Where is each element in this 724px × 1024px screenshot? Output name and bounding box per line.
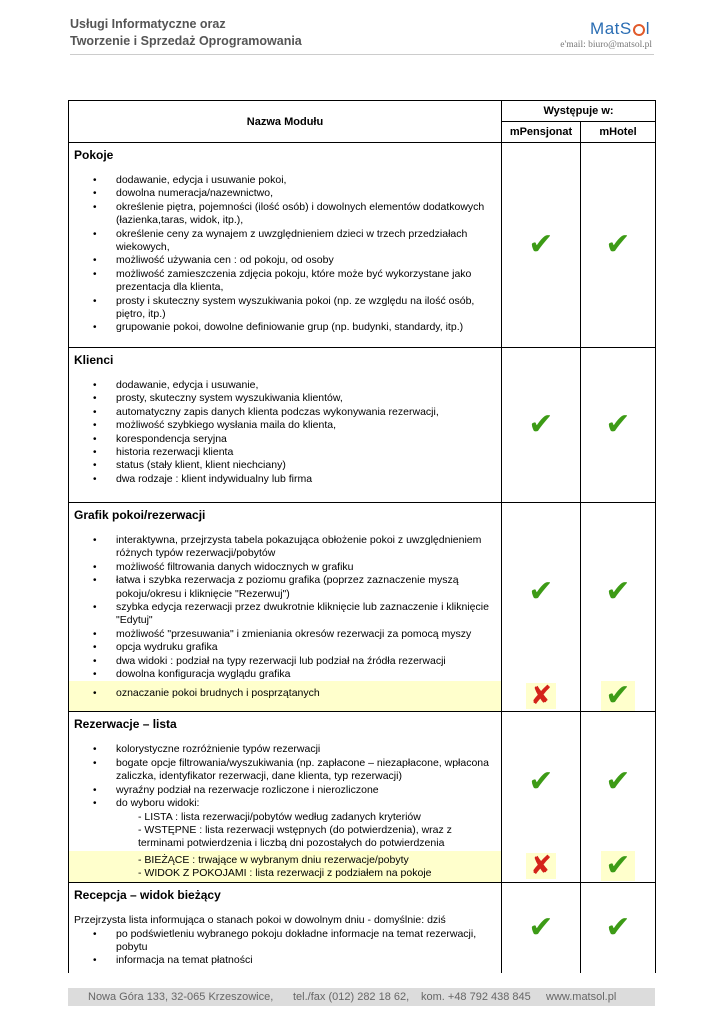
list-item: • szybka edycja rezerwacji przez dwukrotnie kliknięcie lub zaznaczenie i kliknięcie "Edytuj": [116, 601, 501, 628]
list-item: - WIDOK Z POKOJAMI : lista rezerwacji z podziałem na pokoje: [138, 867, 432, 880]
footer-website: www.matsol.pl: [546, 991, 617, 1003]
section-title: Klienci: [74, 353, 114, 367]
list-item: • możliwość filtrowania danych widocznych w grafiku: [116, 561, 501, 574]
list-item: • możliwość "przesuwania" i zmieniania okresów rezerwacji za pomocą myszy: [116, 628, 501, 641]
list-item: • interaktywna, przejrzysta tabela pokazująca obłożenie pokoi z uwzględnieniem różnych typów rezerwacji/pobytów: [116, 534, 501, 561]
page-header: [70, 16, 654, 55]
footer-mobile: kom. +48 792 438 845: [421, 991, 531, 1003]
list-item: • określenie ceny za wynajem z uwzględnieniem dzieci w trzech przedziałach wiekowych,: [116, 228, 501, 255]
feature-list: [69, 743, 501, 850]
section-title: Rezerwacje – lista: [74, 717, 177, 732]
section-grafik: [69, 503, 502, 682]
feature-list: [69, 174, 501, 335]
list-item: • określenie piętra, pojemności (ilość osób) i dowolnych elementów dodatkowych (łazienka,taras, widok, itp.),: [116, 201, 501, 228]
section-title: Grafik pokoi/rezerwacji: [74, 508, 206, 522]
list-item: • łatwa i szybka rezerwacja z poziomu grafika (poprzez zaznaczenie myszą pokoju/okresu i kliknięcie "Rezerwuj"): [116, 574, 501, 601]
check-icon: ✔: [605, 574, 631, 610]
list-item: • opcja wydruku grafika: [116, 641, 501, 654]
section-pokoje: [69, 143, 502, 348]
section-title: Pokoje: [74, 148, 114, 162]
list-item: • dowolna numeracja/nazewnictwo,: [116, 187, 501, 200]
list-item: • kolorystyczne rozróżnienie typów rezerwacji: [116, 743, 501, 756]
section-klienci: [69, 348, 502, 503]
list-item: • do wyboru widoki:: [116, 797, 501, 810]
section-rezerwacje: [69, 712, 502, 851]
list-item: - LISTA : lista rezerwacji/pobytów według zadanych kryteriów: [138, 810, 421, 823]
company-email: e'mail: biuro@matsol.pl: [560, 40, 652, 50]
table-row-recepcja: [69, 883, 656, 973]
feature-list: [69, 928, 501, 968]
section-intro: Przejrzysta lista informująca o stanach pokoi w dowolnym dniu - domyślnie: dziś: [74, 914, 446, 927]
check-icon: ✔: [601, 681, 634, 711]
list-item: • prosty i skuteczny system wyszukiwania pokoi (np. ze względu na ilość osób, piętro, itp.): [116, 295, 501, 322]
feature-list: [69, 534, 501, 681]
check-icon: ✔: [528, 574, 554, 610]
check-icon: ✔: [528, 407, 554, 442]
section-recepcja: [69, 883, 502, 973]
list-item: • historia rezerwacji klienta: [116, 446, 501, 459]
col-header-mhotel: mHotel: [581, 122, 656, 143]
list-item: • dodawanie, edycja i usuwanie pokoi,: [116, 174, 501, 187]
col-header-mpensjonat: mPensjonat: [502, 122, 581, 143]
list-item: - WSTĘPNE : lista rezerwacji wstępnych (do potwierdzenia), wraz z terminami potwierdzenia i liczbą dni pozostałych do potwierdzenia: [138, 823, 452, 850]
list-item: - BIEŻĄCE : trwające w wybranym dniu rezerwacje/pobyty: [138, 853, 409, 866]
list-item: • automatyczny zapis danych klienta podczas wykonywania rezerwacji,: [116, 406, 501, 419]
feature-list: [69, 379, 501, 486]
page-footer: [68, 988, 655, 1006]
check-icon: ✔: [605, 909, 631, 945]
section-title: Recepcja – widok bieżący: [74, 888, 221, 903]
list-item: • wyraźny podział na rezerwacje rozliczone i nierozliczone: [116, 784, 501, 797]
list-item: • status (stały klient, klient niechciany): [116, 459, 501, 472]
footer-tel: tel./fax (012) 282 18 62,: [293, 991, 410, 1003]
table-row-rezerwacje: [69, 712, 656, 851]
list-item: • możliwość zamieszczenia zdjęcia pokoju, które może być wykorzystane jako prezentacja dla klienta,: [116, 268, 501, 295]
list-item: • możliwość używania cen : od pokoju, od osoby: [116, 254, 501, 267]
check-icon: ✔: [605, 407, 631, 442]
list-item: • po podświetleniu wybranego pokoju dokładne informacje na temat rezerwacji, pobytu: [116, 928, 501, 955]
cross-icon: ✘: [526, 683, 556, 709]
list-item: • prosty, skuteczny system wyszukiwania klientów,: [116, 392, 501, 405]
matsol-logo: MatS l: [590, 19, 650, 38]
list-item: • bogate opcje filtrowania/wyszukiwania (np. zapłacone – niezapłacone, wpłacona zaliczka, identyfikator rezerwacji, dane klienta, typ rezerwacji): [116, 757, 501, 784]
modules-table: [68, 100, 656, 973]
footer-address: Nowa Góra 133, 32-065 Krzeszowice,: [88, 991, 274, 1003]
list-item: • dowolna konfiguracja wyglądu grafika: [116, 668, 501, 681]
check-icon: ✔: [601, 851, 634, 881]
table-row-grafik-extra: [69, 681, 656, 712]
table-row-grafik: [69, 503, 656, 682]
check-icon: ✔: [605, 227, 631, 262]
list-item: • możliwość szybkiego wysłania maila do klienta,: [116, 419, 501, 432]
check-icon: ✔: [605, 763, 631, 799]
list-item: • grupowanie pokoi, dowolne definiowanie grup (np. budynki, standardy, itp.): [116, 321, 501, 334]
list-item: • oznaczanie pokoi brudnych i posprzątanych: [116, 687, 501, 700]
list-item: • dodawanie, edycja i usuwanie,: [116, 379, 501, 392]
list-item: • informacja na temat płatności: [116, 954, 501, 967]
table-row-rezerwacje-extra: [69, 851, 656, 883]
list-item: • dwa rodzaje : klient indywidualny lub firma: [116, 473, 501, 486]
company-name: Usługi Informatyczne oraz Tworzenie i Sprzedaż Oprogramowania: [70, 17, 302, 48]
list-item: • dwa widoki : podział na typy rezerwacji lub podział na źródła rezerwacji: [116, 655, 501, 668]
col-header-module: Nazwa Modułu: [69, 101, 502, 143]
check-icon: ✔: [528, 227, 554, 262]
list-item: • korespondencja seryjna: [116, 433, 501, 446]
col-header-present: Występuje w:: [502, 101, 656, 122]
check-icon: ✔: [528, 763, 554, 799]
check-icon: ✔: [528, 909, 554, 945]
table-row-klienci: [69, 348, 656, 503]
cross-icon: ✘: [526, 853, 556, 879]
table-row-pokoje: [69, 143, 656, 348]
